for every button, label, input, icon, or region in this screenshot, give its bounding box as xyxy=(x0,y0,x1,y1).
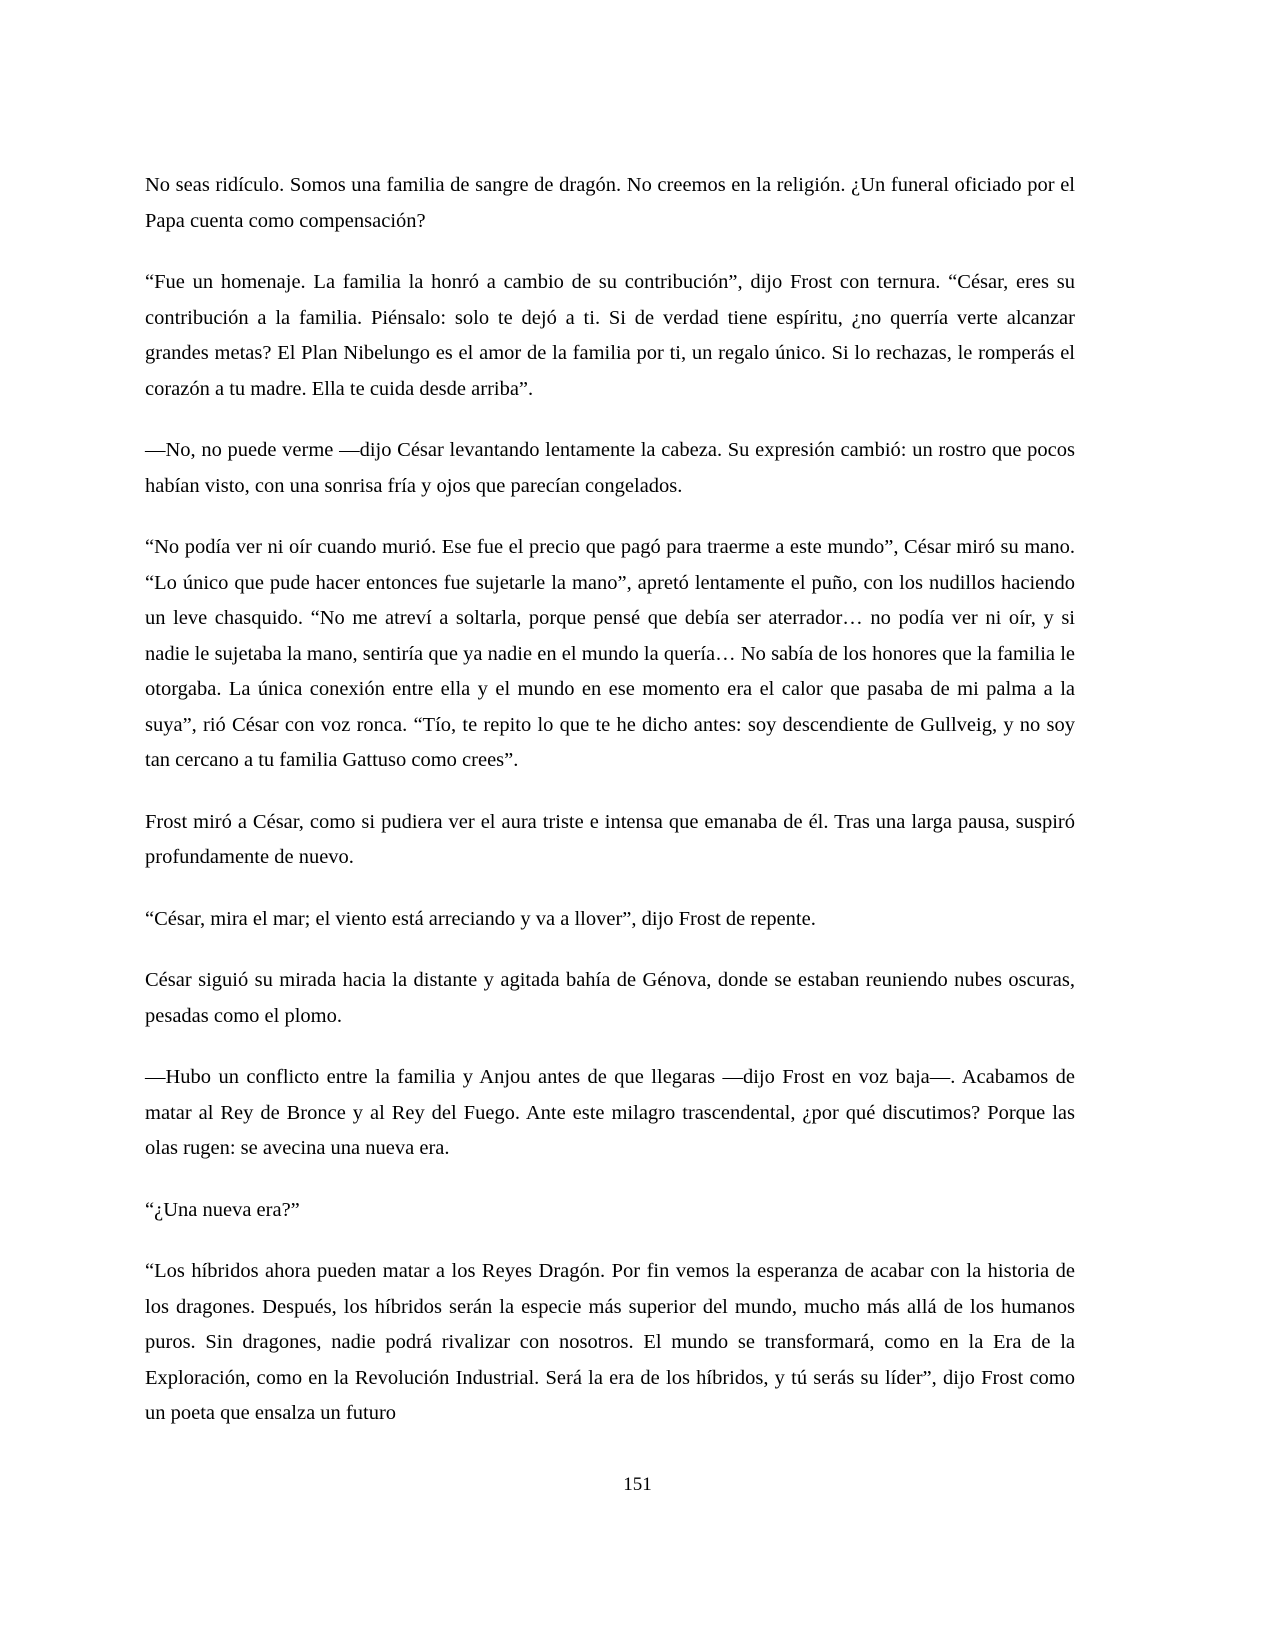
paragraph: “Fue un homenaje. La familia la honró a cambio de su contribución”, dijo Frost con ternura. “César, eres su contribución a la familia. Piénsalo: solo te dejó a ti. Si de verdad tiene espíritu, ¿no querría verte alcanzar grandes metas? El Plan Nibelungo es el amor de la familia por ti, un regalo único. Si lo rechazas, le romperás el corazón a tu madre. Ella te cuida desde arriba”. xyxy=(145,271,1075,400)
paragraph: No seas ridículo. Somos una familia de sangre de dragón. No creemos en la religión. ¿Un funeral oficiado por el Papa cuenta como compensación? xyxy=(145,174,1075,232)
paragraph: “Los híbridos ahora pueden matar a los Reyes Dragón. Por fin vemos la esperanza de acabar con la historia de los dragones. Después, los híbridos serán la especie más superior del mundo, mucho más allá de los humanos puros. Sin dragones, nadie podrá rivalizar con nosotros. El mundo se transformará, como en la Era de la Exploración, como en la Revolución Industrial. Será la era de los híbridos, y tú serás su líder”, dijo Frost como un poeta que ensalza un futuro xyxy=(145,1260,1075,1424)
body-text-column xyxy=(145,168,1075,1432)
paragraph: —Hubo un conflicto entre la familia y Anjou antes de que llegaras —dijo Frost en voz baja—. Acabamos de matar al Rey de Bronce y al Rey del Fuego. Ante este milagro trascendental, ¿por qué discutimos? Porque las olas rugen: se avecina una nueva era. xyxy=(145,1066,1075,1159)
page-number: 151 xyxy=(623,1474,652,1495)
paragraph: —No, no puede verme —dijo César levantando lentamente la cabeza. Su expresión cambió: un rostro que pocos habían visto, con una sonrisa fría y ojos que parecían congelados. xyxy=(145,439,1075,497)
paragraph: “¿Una nueva era?” xyxy=(145,1198,300,1221)
paragraph: “César, mira el mar; el viento está arreciando y va a llover”, dijo Frost de repente. xyxy=(145,907,816,930)
paragraph: César siguió su mirada hacia la distante y agitada bahía de Génova, donde se estaban reuniendo nubes oscuras, pesadas como el plomo. xyxy=(145,969,1075,1027)
paragraph: “No podía ver ni oír cuando murió. Ese fue el precio que pagó para traerme a este mundo”, César miró su mano. “Lo único que pude hacer entonces fue sujetarle la mano”, apretó lentamente el puño, con los nudillos haciendo un leve chasquido. “No me atreví a soltarla, porque pensé que debía ser aterrador… no podía ver ni oír, y si nadie le sujetaba la mano, sentiría que ya nadie en el mundo la quería… No sabía de los honores que la familia le otorgaba. La única conexión entre ella y el mundo en ese momento era el calor que pasaba de mi palma a la suya”, rió César con voz ronca. “Tío, te repito lo que te he dicho antes: soy descendiente de Gullveig, y no soy tan cercano a tu familia Gattuso como crees”. xyxy=(145,536,1075,771)
paragraph: Frost miró a César, como si pudiera ver el aura triste e intensa que emanaba de él. Tras una larga pausa, suspiró profundamente de nuevo. xyxy=(145,810,1075,868)
